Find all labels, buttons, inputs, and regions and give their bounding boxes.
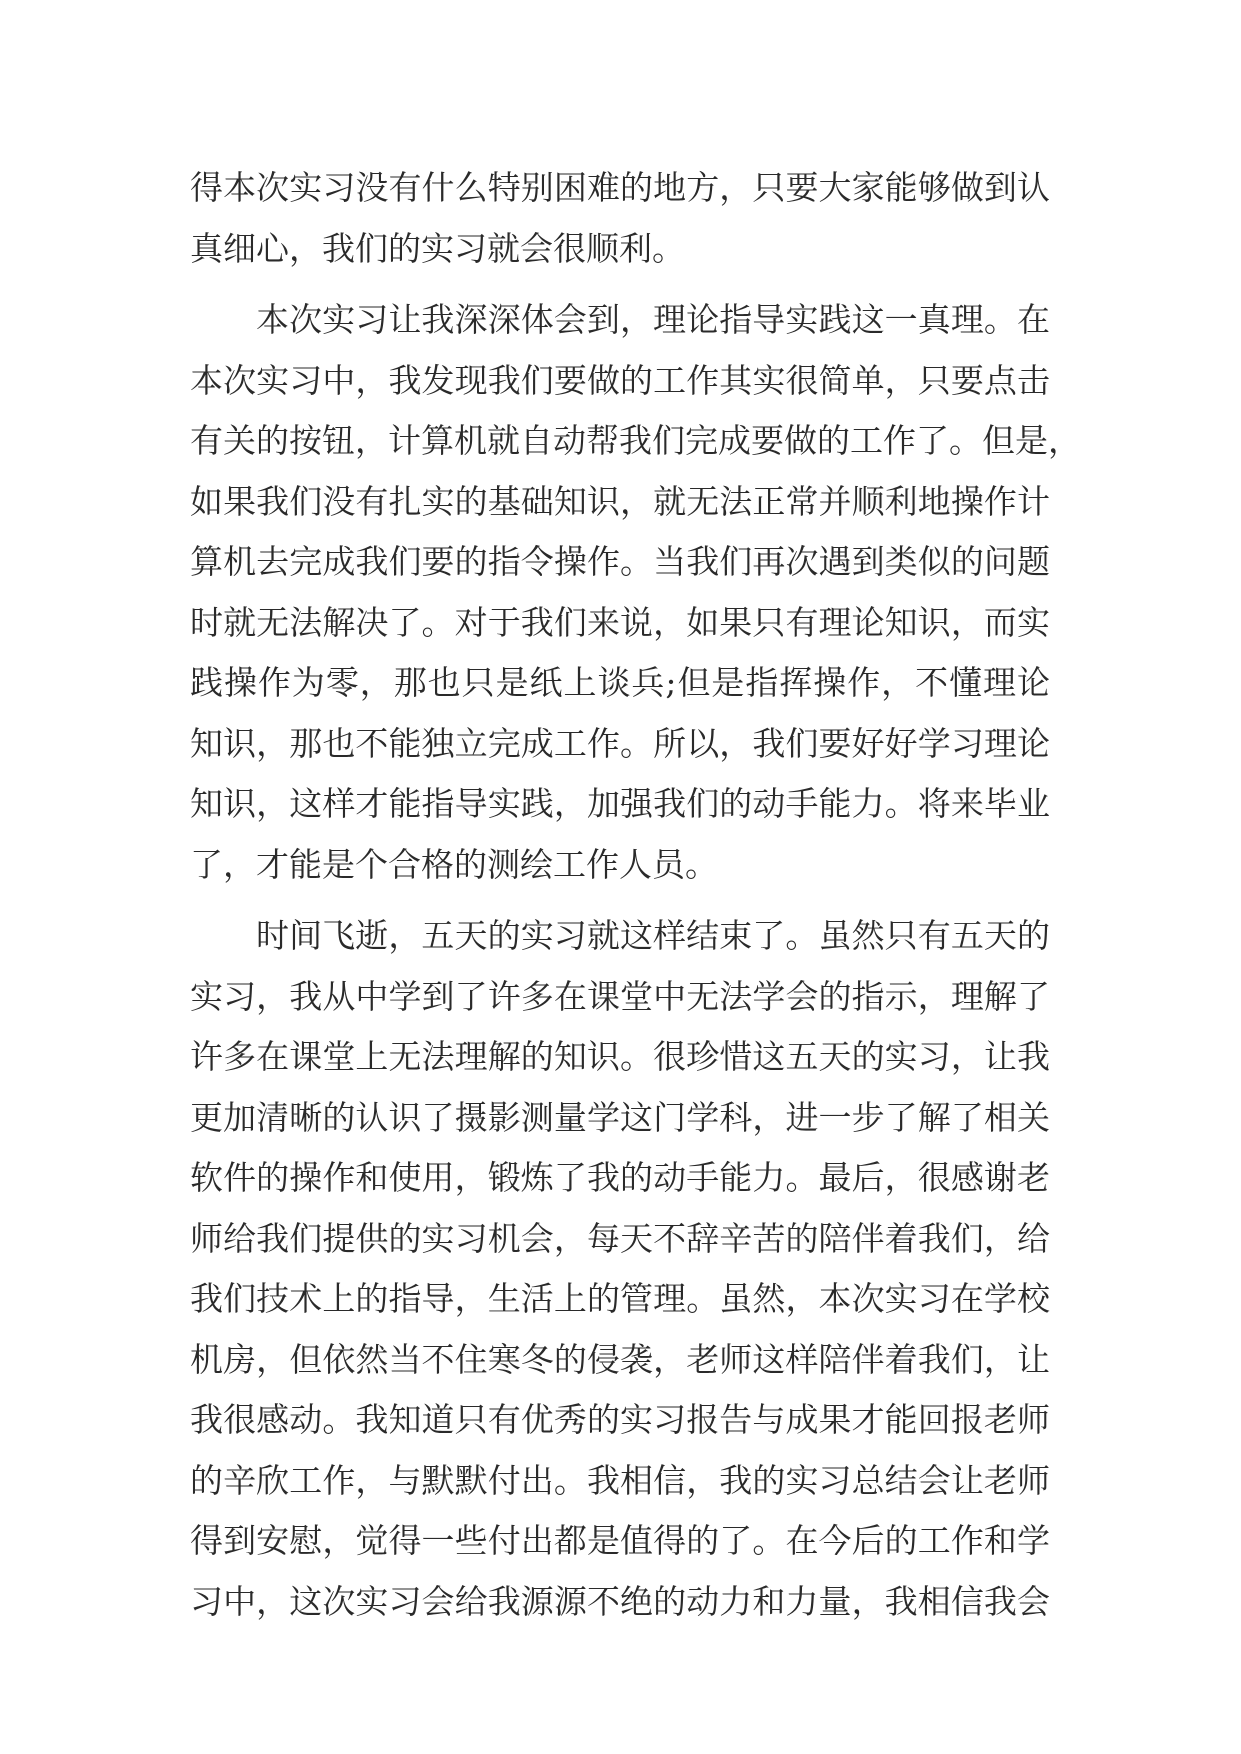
text-line: 我很感动。我知道只有优秀的实习报告与成果才能回报老师 — [190, 1400, 1050, 1439]
paragraph-3 — [190, 906, 1050, 1632]
text-line: 知识，这样才能指导实践，加强我们的动手能力。将来毕业 — [190, 784, 1050, 823]
paragraph-gap — [190, 895, 1050, 906]
text-line: 践操作为零，那也只是纸上谈兵;但是指挥操作，不懂理论 — [190, 663, 1050, 702]
text-line: 算机去完成我们要的指令操作。当我们再次遇到类似的问题 — [190, 542, 1050, 581]
text-line: 更加清晰的认识了摄影测量学这门学科，进一步了解了相关 — [190, 1097, 1050, 1137]
paragraph-1 — [190, 158, 1050, 279]
text-line: 有关的按钮，计算机就自动帮我们完成要做的工作了。但是， — [190, 421, 1081, 460]
text-line: 如果我们没有扎实的基础知识，就无法正常并顺利地操作计 — [190, 481, 1050, 521]
text-line: 知识，那也不能独立完成工作。所以，我们要好好学习理论 — [190, 723, 1050, 763]
text-line: 许多在课堂上无法理解的知识。很珍惜这五天的实习，让我 — [190, 1037, 1050, 1076]
text-line: 了，才能是个合格的测绘工作人员。 — [190, 844, 718, 884]
text-line: 真细心，我们的实习就会很顺利。 — [190, 228, 685, 268]
text-line: 实习，我从中学到了许多在课堂中无法学会的指示，理解了 — [190, 976, 1050, 1016]
text-line: 软件的操作和使用，锻炼了我的动手能力。最后，很感谢老 — [190, 1158, 1050, 1197]
text-line: 本次实习让我深深体会到，理论指导实践这一真理。在 — [256, 300, 1050, 339]
text-line: 时就无法解决了。对于我们来说，如果只有理论知识，而实 — [190, 602, 1050, 642]
text-line: 机房，但依然当不住寒冬的侵袭，老师这样陪伴着我们，让 — [190, 1339, 1050, 1379]
text-line: 习中，这次实习会给我源源不绝的动力和力量，我相信我会 — [190, 1581, 1050, 1621]
text-line: 本次实习中，我发现我们要做的工作其实很简单，只要点击 — [190, 360, 1050, 400]
text-line: 我们技术上的指导，生活上的管理。虽然，本次实习在学校 — [190, 1279, 1050, 1318]
text-line: 师给我们提供的实习机会，每天不辞辛苦的陪伴着我们，给 — [190, 1218, 1050, 1258]
text-line: 得到安慰，觉得一些付出都是值得的了。在今后的工作和学 — [190, 1521, 1050, 1560]
text-line: 时间飞逝，五天的实习就这样结束了。虽然只有五天的 — [256, 916, 1050, 955]
paragraph-gap — [190, 279, 1050, 290]
body-text — [190, 158, 1081, 1632]
paragraph-2 — [190, 290, 1081, 895]
text-line: 的辛欣工作，与默默付出。我相信，我的实习总结会让老师 — [190, 1460, 1050, 1500]
text-line: 得本次实习没有什么特别困难的地方，只要大家能够做到认 — [190, 168, 1050, 207]
